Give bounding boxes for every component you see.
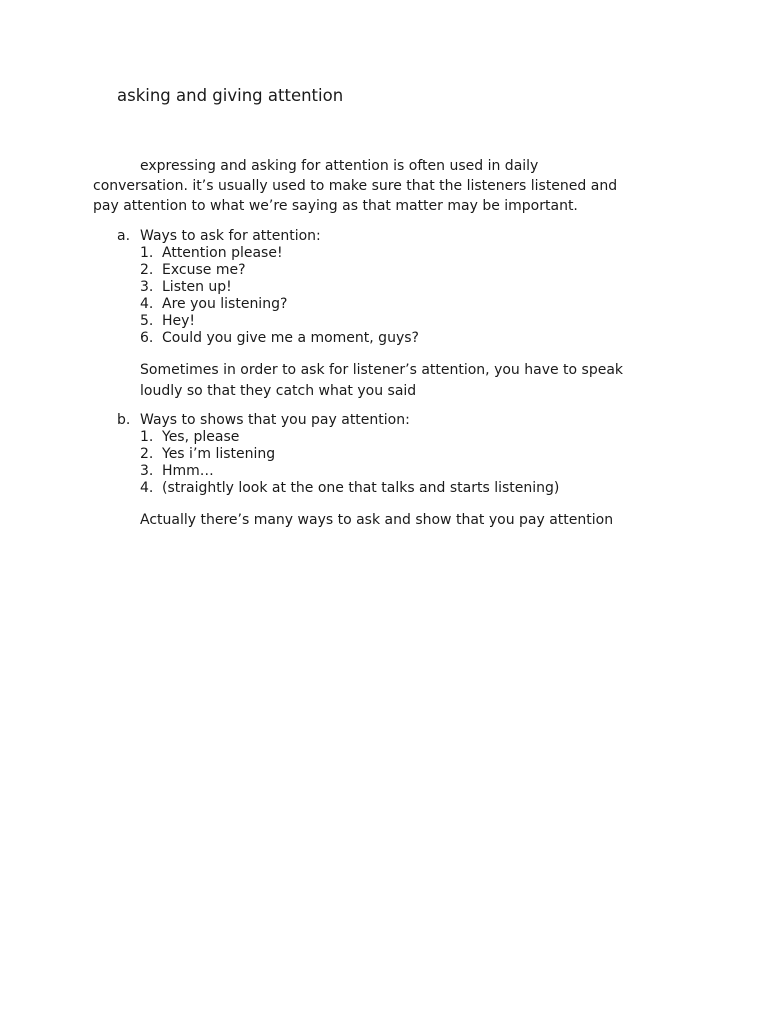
list-item-text: Listen up!	[162, 279, 232, 295]
list-item	[140, 245, 717, 262]
list-item-number: 1.	[140, 245, 154, 261]
list-item-number: 4.	[140, 480, 154, 496]
section-ask-attention	[117, 228, 717, 402]
list-item-number: 2.	[140, 446, 154, 462]
intro-line: conversation. it’s usually used to make sure that the listeners listened and	[93, 178, 618, 194]
list-item	[140, 429, 717, 446]
document-title: asking and giving attention	[117, 86, 344, 105]
list-item	[140, 313, 717, 330]
ask-attention-list	[117, 245, 717, 347]
list-item	[140, 446, 717, 463]
list-item-number: 4.	[140, 296, 154, 312]
note-line: Sometimes in order to ask for listener’s attention, you have to speak	[140, 362, 624, 378]
list-item-number: 3.	[140, 463, 154, 479]
list-item	[140, 279, 717, 296]
list-item-number: 3.	[140, 279, 154, 295]
note-line: Actually there’s many ways to ask and show that you pay attention	[140, 512, 614, 528]
list-item-text: Hmm…	[162, 463, 214, 479]
list-item-number: 6.	[140, 330, 154, 346]
section-letter: a.	[117, 228, 131, 244]
list-item-number: 1.	[140, 429, 154, 445]
section-note	[140, 510, 700, 531]
note-line: loudly so that they catch what you said	[140, 383, 417, 399]
list-item	[140, 296, 717, 313]
section-letter: b.	[117, 412, 131, 428]
list-item-text: (straightly look at the one that talks and starts listening)	[162, 480, 560, 496]
intro-line: pay attention to what we’re saying as that matter may be important.	[93, 198, 578, 214]
list-item-text: Attention please!	[162, 245, 283, 261]
list-item-text: Yes, please	[162, 429, 240, 445]
list-item-text: Hey!	[162, 313, 196, 329]
list-item-number: 2.	[140, 262, 154, 278]
list-item-text: Excuse me?	[162, 262, 246, 278]
list-item	[140, 480, 717, 497]
list-item-text: Could you give me a moment, guys?	[162, 330, 419, 346]
intro-line: expressing and asking for attention is often used in daily	[140, 158, 539, 174]
list-item	[140, 262, 717, 279]
section-heading	[117, 228, 717, 245]
show-attention-list	[117, 429, 717, 497]
list-item-text: Are you listening?	[162, 296, 288, 312]
list-item	[140, 330, 717, 347]
list-item-text: Yes i’m listening	[162, 446, 276, 462]
section-heading	[117, 412, 717, 429]
intro-paragraph	[93, 156, 693, 216]
list-item	[140, 463, 717, 480]
section-show-attention	[117, 412, 717, 531]
list-item-number: 5.	[140, 313, 154, 329]
section-heading-text: Ways to shows that you pay attention:	[140, 412, 410, 428]
section-heading-text: Ways to ask for attention:	[140, 228, 321, 244]
section-note	[140, 360, 700, 402]
